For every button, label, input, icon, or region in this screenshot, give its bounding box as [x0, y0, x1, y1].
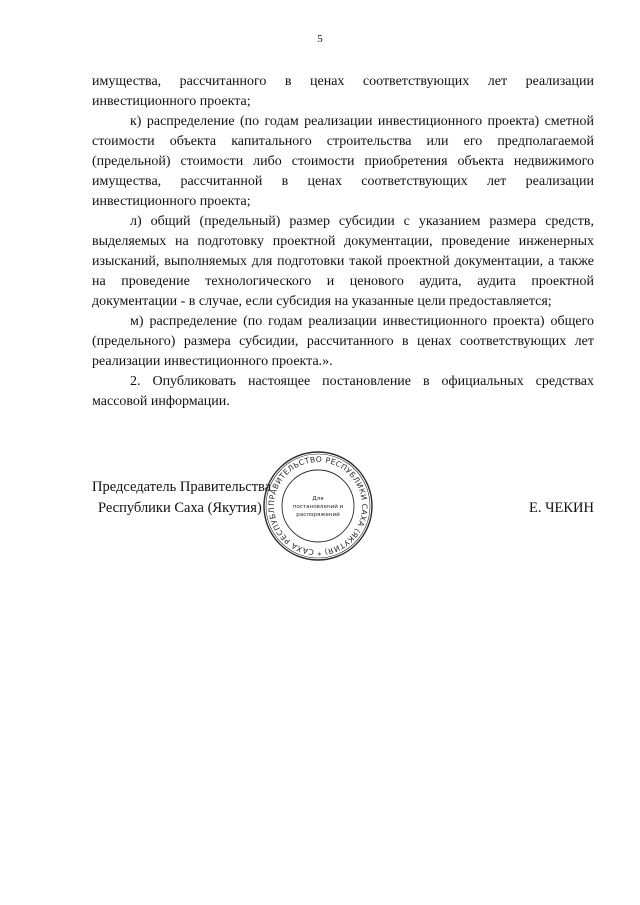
document-body — [92, 72, 594, 412]
seal-ring-text: ПРАВИТЕЛЬСТВО РЕСПУБЛИКИ САХА (ЯКУТИЯ) * САХА РЕСПУБЛ — [266, 454, 370, 558]
official-seal — [262, 450, 374, 562]
paragraph-continuation: имущества, рассчитанного в ценах соответствующих лет реализации инвестиционного проекта; — [92, 74, 594, 109]
seal-center-line2: постановлений и — [292, 504, 344, 510]
signatory-title-line2: Республики Саха (Якутия) — [98, 500, 262, 516]
seal-graphic — [262, 450, 374, 562]
paragraph-item-k: к) распределение (по годам реализации инвестиционного проекта) сметной стоимости объекта капитального строительства или его предполагаемой (предельной) стоимости либо стоимости приобретения объекта недвижимого имущества, рассчитанной в ценах соответствующих лет реализации инвестиционного проекта; — [92, 114, 594, 209]
signatory-title — [92, 477, 271, 519]
signatory-name: Е. ЧЕКИН — [528, 500, 594, 516]
page-number: 5 — [317, 33, 323, 45]
seal-center-line3: распоряжений — [296, 512, 340, 518]
seal-center-line1: Для — [312, 496, 324, 502]
signatory-title-line1: Председатель Правительства — [92, 479, 272, 495]
paragraph-item-l: л) общий (предельный) размер субсидии с указанием размера средств, выделяемых на подготовку проектной документации, проведение инженерных изысканий, выполняемых для подготовки такой проектной документации, а также на проведение технологического и ценового аудита, аудита проектной документации - в случае, если субсидия на указанные цели предоставляется; — [92, 214, 594, 309]
paragraph-publish: 2. Опубликовать настоящее постановление в официальных средствах массовой информации. — [92, 374, 594, 409]
paragraph-item-m: м) распределение (по годам реализации инвестиционного проекта) общего (предельного) размера субсидии, рассчитанного в ценах соответствующих лет реализации инвестиционного проекта.». — [92, 314, 594, 369]
